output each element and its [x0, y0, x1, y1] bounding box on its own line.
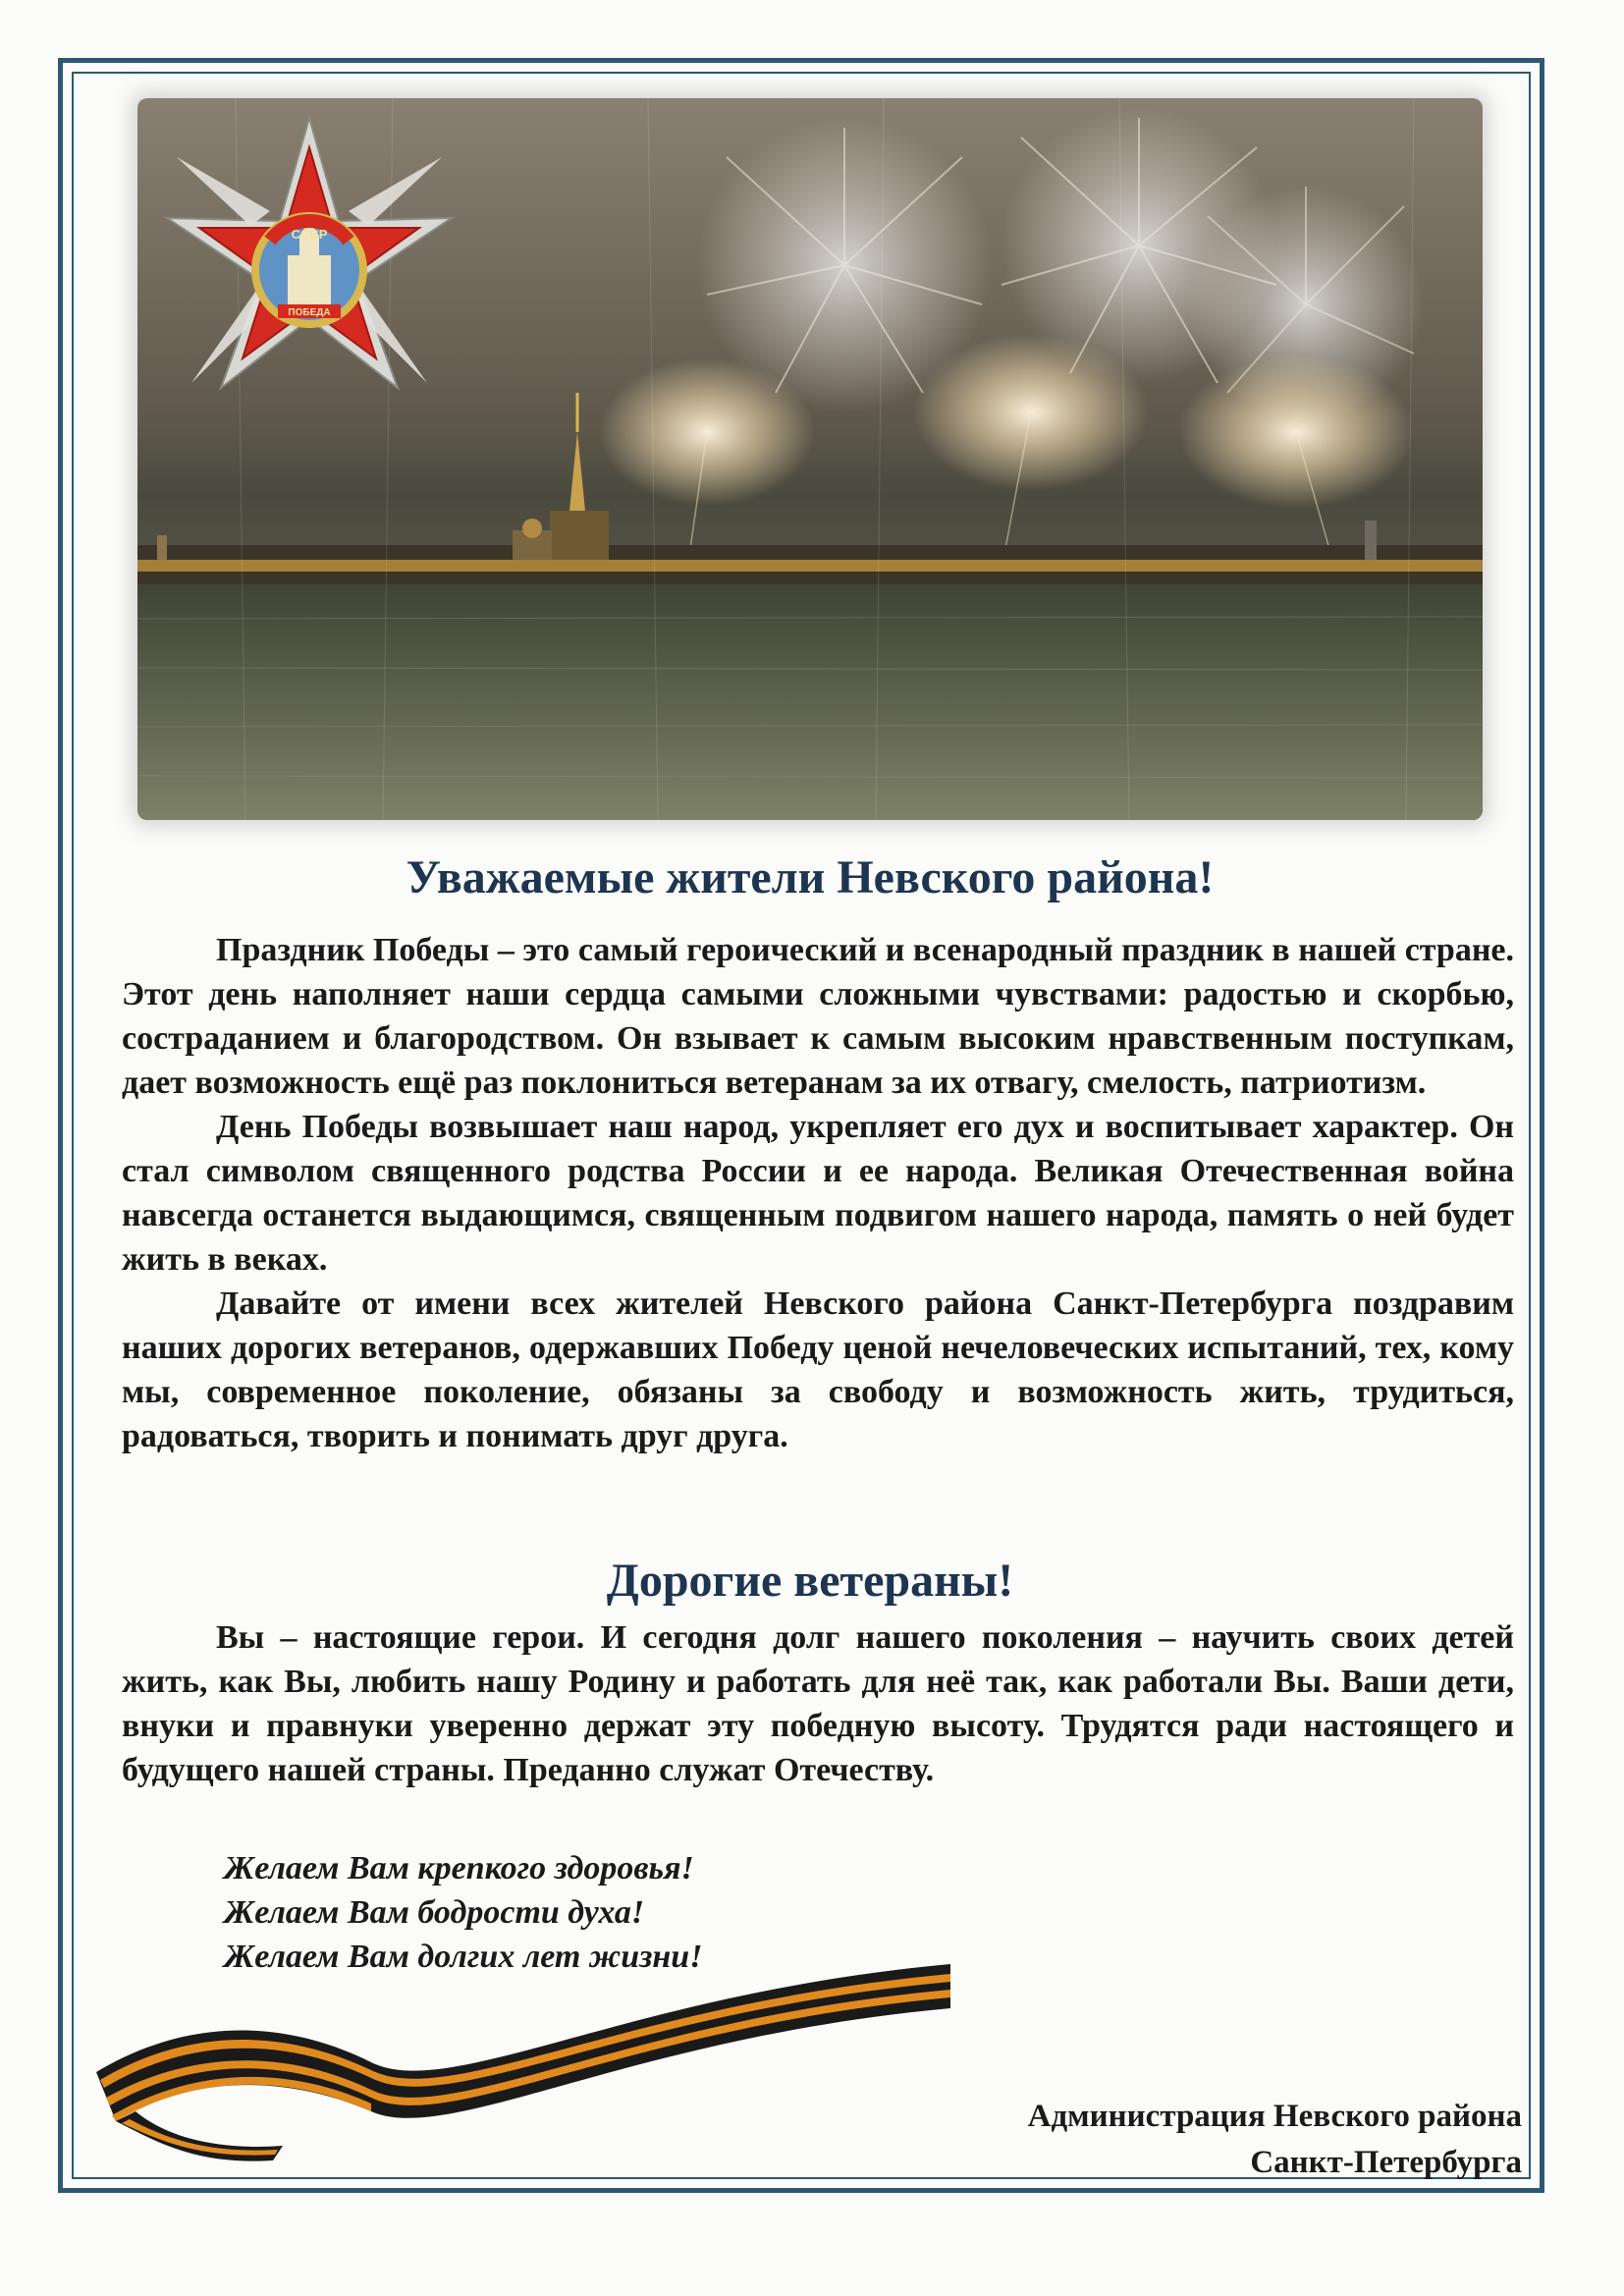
star-inscription-bottom: ПОБЕДА: [288, 307, 331, 318]
wish-long-life: Желаем Вам долгих лет жизни!: [224, 1939, 703, 1975]
veterans-text: [122, 1615, 1514, 1792]
greeting-title: Уважаемые жители Невского района!: [406, 851, 1215, 903]
signature-line-1: Администрация Невского района: [1027, 2099, 1522, 2134]
river-water: [137, 584, 1483, 820]
fireworks-photo: [137, 98, 1483, 820]
signature-line-2: Санкт-Петербурга: [1250, 2145, 1522, 2180]
signature: [1028, 2094, 1522, 2186]
star-inscription-top: СССР: [291, 227, 328, 242]
paragraph-1: Праздник Победы – это самый героический и всенародный праздник в нашей стране. Этот день наполняет наши сердца самыми сложными чувствами: радостью и скорбью, состраданием и благородством. Он взывает к самым высоким нравственным поступкам, дает возможность ещё раз поклониться ветеранам за их отвагу, смелость, патриотизм.: [122, 932, 1514, 1101]
veterans-title: Дорогие ветераны!: [606, 1555, 1014, 1607]
main-text: [122, 928, 1514, 1458]
paragraph-3: Давайте от имени всех жителей Невского района Санкт-Петербурга поздравим наших дорогих ветеранов, одержавших Победу ценой нечеловеческих испытаний, тех, кому мы, современное поколение, обязаны за свободу и возможность жить, трудиться, радоваться, творить и понимать друг друга.: [122, 1285, 1514, 1454]
paragraph-2: День Победы возвышает наш народ, укрепляет его дух и воспитывает характер. Он стал символом священного родства России и ее народа. Великая Отечественная война навсегда останется выдающимся, священным подвигом нашего народа, память о ней будет жить в веках.: [122, 1109, 1514, 1278]
wish-spirit: Желаем Вам бодрости духа!: [224, 1894, 645, 1931]
wish-health: Желаем Вам крепкого здоровья!: [224, 1850, 694, 1886]
st-george-ribbon-icon: [77, 1954, 960, 2180]
veterans-paragraph: Вы – настоящие герои. И сегодня долг нашего поколения – научить своих детей жить, как Вы, любить нашу Родину и работать для неё так, как работали Вы. Ваши дети, внуки и правнуки уверенно держат эту победную высоту. Трудятся ради настоящего и будущего нашей страны. Преданно служат Отечеству.: [122, 1619, 1514, 1788]
